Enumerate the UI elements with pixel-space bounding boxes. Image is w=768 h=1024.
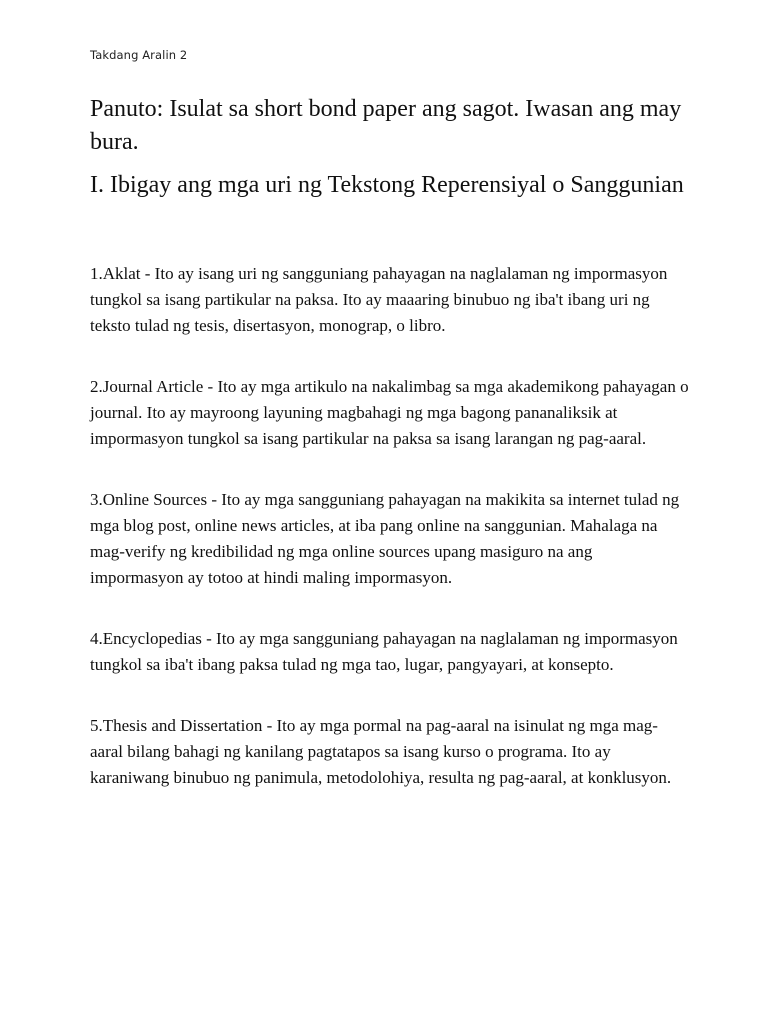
list-item-encyclopedias: 4.Encyclopedias - Ito ay mga sangguniang pahayagan na naglalaman ng impormasyon tungkol sa iba't ibang paksa tulad ng mga tao, lugar, pangyayari, at konsepto. xyxy=(90,629,678,674)
list-item-online-sources: 3.Online Sources - Ito ay mga sangguniang pahayagan na makikita sa internet tulad ng mga blog post, online news articles, at iba pang online na sanggunian. Mahalaga na mag-verify ng kredibilidad ng mga online sources upang masiguro na ang impormasyon ay totoo at hindi maling impormasyon. xyxy=(90,490,680,587)
list-item-thesis-dissertation: 5.Thesis and Dissertation - Ito ay mga pormal na pag-aaral na isinulat ng mga mag-aaral bilang bahagi ng kanilang pagtatapos sa isang kurso o programa. Ito ay karaniwang binubuo ng panimula, metodolohiya, resulta ng pag-aaral, at konklusyon. xyxy=(90,716,672,787)
list-item-aklat: 1.Aklat - Ito ay isang uri ng sangguniang pahayagan na naglalaman ng impormasyon tungkol sa isang partikular na paksa. Ito ay maaaring binubuo ng iba't ibang uri ng teksto tulad ng tesis, disertasyon, monograp, o libro. xyxy=(90,264,668,335)
instructions-heading: Panuto: Isulat sa short bond paper ang sagot. Iwasan ang may bura. xyxy=(90,96,682,155)
list-item-journal-article: 2.Journal Article - Ito ay mga artikulo na nakalimbag sa mga akademikong pahayagan o journal. Ito ay mayroong layuning magbahagi ng mga bagong pananaliksik at impormasyon tungkol sa isang partikular na paksa sa isang larangan ng pag-aaral. xyxy=(90,377,689,448)
section-title: I. Ibigay ang mga uri ng Tekstong Reperensiyal o Sanggunian xyxy=(90,172,684,198)
assignment-label: Takdang Aralin 2 xyxy=(90,48,188,62)
